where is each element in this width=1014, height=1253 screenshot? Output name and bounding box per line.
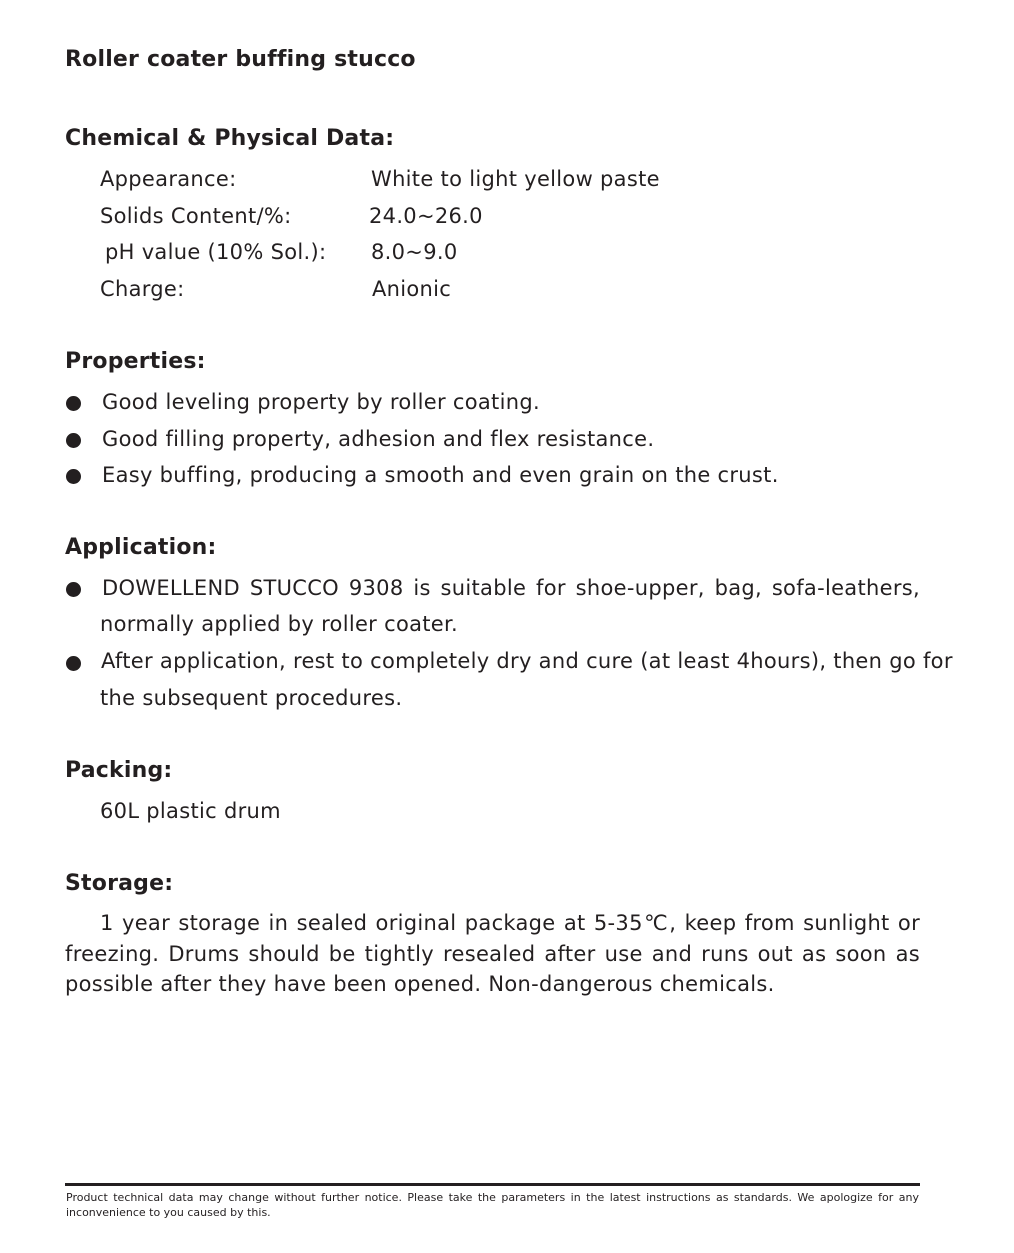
application-item-line: DOWELLEND STUCCO 9308 is suitable for shoe-upper, bag, sofa-leathers, xyxy=(102,576,920,600)
appearance-value: White to light yellow paste xyxy=(371,167,660,191)
property-item: Good leveling property by roller coating. xyxy=(102,390,540,414)
footer-notice: Product technical data may change without further notice. Please take the parameters in the latest instructions as standards. We apologize for any inconvenience to you caused by this. xyxy=(66,1191,919,1219)
bullet-icon xyxy=(66,396,81,411)
footer-divider xyxy=(65,1183,920,1186)
application-item-line: normally applied by roller coater. xyxy=(100,612,458,636)
ph-value-value: 8.0~9.0 xyxy=(371,240,458,264)
property-item: Good filling property, adhesion and flex resistance. xyxy=(102,427,655,451)
storage-text: 1 year storage in sealed original package at 5-35℃, keep from sunlight or freezing. Drums should be tightly resealed after use and runs out as soon as possible after they have been opened. Non-dangerous chemicals. xyxy=(65,911,920,996)
bullet-icon xyxy=(66,469,81,484)
properties-heading: Properties: xyxy=(65,349,206,374)
charge-value: Anionic xyxy=(372,277,452,301)
application-heading: Application: xyxy=(65,535,217,560)
application-item-line: the subsequent procedures. xyxy=(100,686,403,710)
charge-label: Charge: xyxy=(100,277,185,301)
chemical-physical-heading: Chemical & Physical Data: xyxy=(65,126,395,151)
bullet-icon xyxy=(66,582,81,597)
bullet-icon xyxy=(66,656,81,671)
solids-content-label: Solids Content/%: xyxy=(100,204,292,228)
packing-heading: Packing: xyxy=(65,758,173,783)
solids-content-value: 24.0~26.0 xyxy=(369,204,483,228)
storage-paragraph xyxy=(65,908,920,1000)
bullet-icon xyxy=(66,433,81,448)
packing-value: 60L plastic drum xyxy=(100,799,281,823)
property-item: Easy buffing, producing a smooth and even grain on the crust. xyxy=(102,463,779,487)
document-title: Roller coater buffing stucco xyxy=(65,47,416,72)
storage-heading: Storage: xyxy=(65,871,174,896)
application-item-line: After application, rest to completely dry and cure (at least 4hours), then go for xyxy=(101,649,953,673)
appearance-label: Appearance: xyxy=(100,167,237,191)
ph-value-label: pH value (10% Sol.): xyxy=(105,240,327,264)
